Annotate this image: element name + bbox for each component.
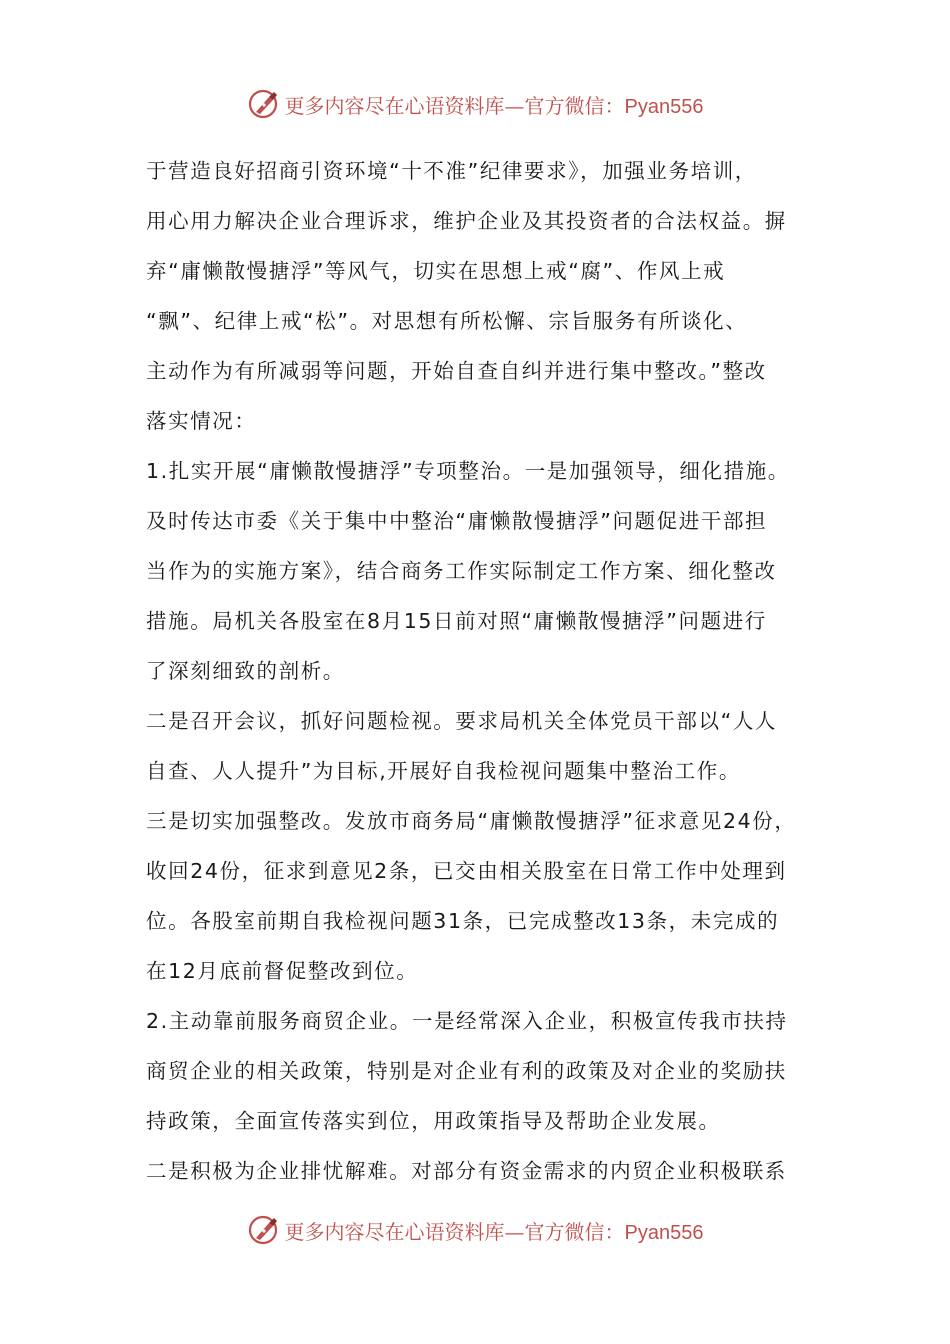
text-line: 及时传达市委《关于集中中整治“庸懒散慢搪浮”问题促进干部担 xyxy=(146,509,768,533)
text-line: 当作为的实施方案》，结合商务工作实际制定工作方案、细化整改 xyxy=(146,559,777,583)
text-line: 主动作为有所减弱等问题，开始自查自纠并进行集中整改。”整改 xyxy=(146,359,767,383)
pen-nib-logo-icon xyxy=(247,87,281,121)
text-line: 商贸企业的相关政策，特别是对企业有利的政策及对企业的奖励扶 xyxy=(146,1059,787,1083)
text-line: 用心用力解决企业合理诉求，维护企业及其投资者的合法权益。摒 xyxy=(146,209,787,233)
footer-watermark xyxy=(0,1210,950,1250)
text-line: 持政策，全面宣传落实到位，用政策指导及帮助企业发展。 xyxy=(146,1109,721,1133)
text-line: 收回24份，征求到意见2条，已交由相关股室在日常工作中处理到 xyxy=(146,859,787,883)
text-line: 2.主动靠前服务商贸企业。一是经常深入企业，积极宣传我市扶持 xyxy=(146,1009,788,1033)
text-line: 二是积极为企业排忧解难。对部分有资金需求的内贸企业积极联系 xyxy=(146,1159,787,1183)
wechat-id: Pyan556 xyxy=(624,1221,704,1244)
text-line: 位。各股室前期自我检视问题31条，已完成整改13条，未完成的 xyxy=(146,909,780,933)
text-line: 自查、人人提升”为目标,开展好自我检视问题集中整治工作。 xyxy=(146,759,741,783)
header-watermark xyxy=(0,84,950,124)
text-line: 落实情况： xyxy=(146,409,257,433)
document-body xyxy=(146,146,836,1196)
text-line: 1.扎实开展“庸懒散慢搪浮”专项整治。一是加强领导，细化措施。 xyxy=(146,459,790,483)
text-line: “飘”、纪律上戒“松”。对思想有所松懈、宗旨服务有所谈化、 xyxy=(146,309,748,333)
text-line: 三是切实加强整改。发放市商务局“庸懒散慢搪浮”征求意见24份， xyxy=(146,809,797,833)
text-line: 二是召开会议，抓好问题检视。要求局机关全体党员干部以“人人 xyxy=(146,709,778,733)
wechat-id: Pyan556 xyxy=(624,95,704,118)
pen-nib-logo-icon xyxy=(247,1213,281,1247)
text-line: 在12月底前督促整改到位。 xyxy=(146,959,419,983)
watermark-text: 更多内容尽在心语资料库—官方微信：Pyan556 xyxy=(284,93,704,118)
text-line: 了深刻细致的剖析。 xyxy=(146,659,345,683)
text-line: 措施。局机关各股室在8月15日前对照“庸懒散慢搪浮”问题进行 xyxy=(146,609,767,633)
text-line: 弃“庸懒散慢搪浮”等风气，切实在思想上戒“腐”、作风上戒 xyxy=(146,259,726,283)
watermark-text: 更多内容尽在心语资料库—官方微信：Pyan556 xyxy=(284,1219,704,1244)
text-line: 于营造良好招商引资环境“十不准”纪律要求》，加强业务培训， xyxy=(146,159,757,183)
